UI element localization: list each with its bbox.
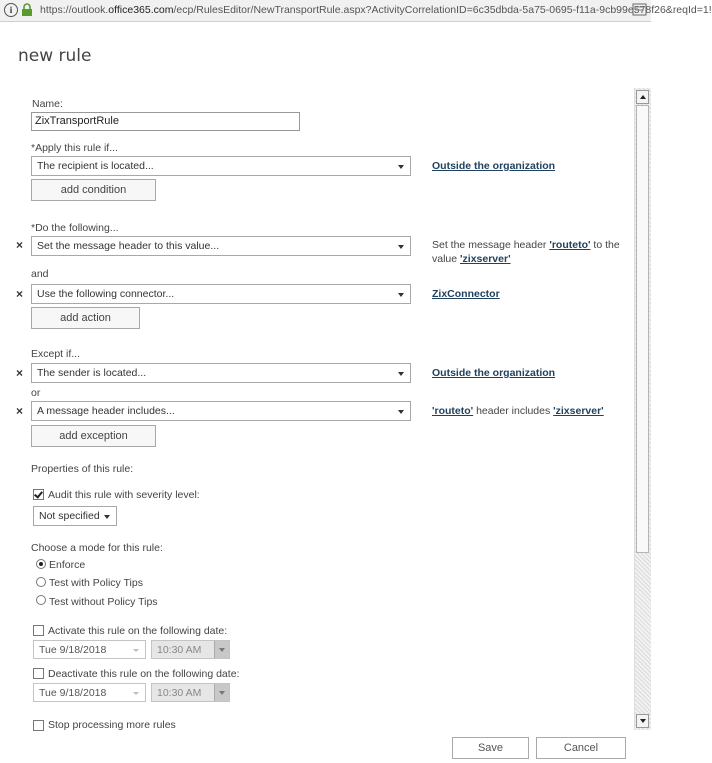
chevron-down-icon — [398, 410, 404, 414]
chevron-down-icon — [214, 684, 229, 701]
exception-2-value: A message header includes... — [37, 405, 175, 417]
remove-exception-1-icon[interactable]: × — [16, 366, 24, 380]
chevron-down-icon — [214, 641, 229, 658]
exception-2-dropdown[interactable] — [31, 401, 411, 421]
exception-1-dropdown[interactable] — [31, 363, 411, 383]
stop-processing-label: Stop processing more rules — [48, 719, 176, 731]
mode-enforce-label: Enforce — [49, 559, 86, 571]
mode-label: Choose a mode for this rule: — [31, 542, 163, 554]
action-2-value: Use the following connector... — [37, 288, 175, 300]
audit-label: Audit this rule with severity level: — [48, 489, 200, 501]
deactivate-checkbox[interactable] — [33, 668, 44, 679]
chevron-down-icon — [398, 372, 404, 376]
condition-value: The recipient is located... — [37, 160, 154, 172]
severity-value: Not specified — [39, 510, 100, 522]
chevron-down-icon — [398, 293, 404, 297]
and-label: and — [31, 268, 49, 280]
activate-time-picker[interactable] — [151, 640, 230, 659]
apply-label: *Apply this rule if... — [31, 142, 118, 154]
cancel-button[interactable]: Cancel — [536, 737, 626, 759]
chevron-down-icon — [133, 649, 139, 652]
activate-date-picker[interactable] — [33, 640, 146, 659]
mode-enforce-radio[interactable] — [36, 559, 46, 569]
activate-checkbox[interactable] — [33, 625, 44, 636]
condition-dropdown[interactable] — [31, 156, 411, 176]
except-label: Except if... — [31, 348, 81, 360]
deactivate-date-picker[interactable] — [33, 683, 146, 702]
deactivate-time-picker[interactable] — [151, 683, 230, 702]
deactivate-time-value: 10:30 AM — [157, 687, 202, 699]
deactivate-label: Deactivate this rule on the following date: — [48, 668, 240, 680]
action-1-value: Set the message header to this value... — [37, 240, 220, 252]
reading-view-icon[interactable] — [632, 3, 647, 16]
chevron-down-icon — [104, 515, 110, 519]
or-label: or — [31, 387, 41, 399]
add-exception-button[interactable]: add exception — [31, 425, 156, 447]
clip-region — [0, 718, 630, 731]
vertical-scrollbar[interactable] — [634, 88, 651, 730]
mode-test-without-tips-label: Test without Policy Tips — [49, 596, 158, 608]
add-action-button[interactable]: add action — [31, 307, 140, 329]
remove-action-1-icon[interactable]: × — [16, 238, 24, 252]
chevron-down-icon — [398, 165, 404, 169]
stop-processing-checkbox[interactable] — [33, 720, 44, 731]
url-text[interactable]: https://outlook.office365.com/ecp/RulesEditor/NewTransportRule.aspx?ActivityCorrelationID=6c35dbda-5a75-0695-f11a-9cb99e578f26&reqId=1! — [40, 4, 712, 16]
action-1-dropdown[interactable] — [31, 236, 411, 256]
remove-action-2-icon[interactable]: × — [16, 287, 24, 301]
exception-1-value: The sender is located... — [37, 367, 147, 379]
dialog-title: new rule — [18, 46, 92, 66]
zixserver-link[interactable]: 'zixserver' — [460, 253, 511, 265]
action-2-dropdown[interactable] — [31, 284, 411, 304]
chevron-down-icon — [398, 245, 404, 249]
activate-label: Activate this rule on the following date: — [48, 625, 228, 637]
scroll-thumb[interactable] — [636, 105, 649, 553]
mode-test-with-tips-label: Test with Policy Tips — [49, 577, 143, 589]
address-bar — [0, 0, 712, 22]
severity-dropdown[interactable] — [33, 506, 117, 526]
lock-icon[interactable] — [21, 3, 33, 17]
info-icon[interactable]: i — [4, 3, 18, 17]
scroll-down-icon[interactable] — [636, 714, 649, 728]
activate-time-value: 10:30 AM — [157, 644, 202, 656]
activate-date-value: Tue 9/18/2018 — [39, 644, 107, 656]
routeto-link[interactable]: 'routeto' — [432, 405, 474, 417]
name-input[interactable]: ZixTransportRule — [31, 112, 300, 131]
deactivate-date-value: Tue 9/18/2018 — [39, 687, 107, 699]
remove-exception-2-icon[interactable]: × — [16, 404, 24, 418]
zixserver-link[interactable]: 'zixserver' — [553, 405, 604, 417]
exception-2-description: 'routeto' header includes 'zixserver' — [432, 405, 604, 417]
properties-label: Properties of this rule: — [31, 463, 134, 475]
routeto-link[interactable]: 'routeto' — [549, 239, 591, 251]
add-condition-button[interactable]: add condition — [31, 179, 156, 201]
exception-1-link[interactable]: Outside the organization — [432, 367, 556, 379]
action-1-description: Set the message header 'routeto' to the value 'zixserver' — [432, 239, 620, 265]
zixconnector-link[interactable]: ZixConnector — [432, 288, 500, 300]
condition-value-link[interactable]: Outside the organization — [432, 160, 556, 172]
scroll-up-icon[interactable] — [636, 90, 649, 104]
audit-checkbox[interactable] — [33, 489, 44, 500]
mode-test-without-tips-radio[interactable] — [36, 595, 46, 605]
chevron-down-icon — [133, 692, 139, 695]
name-label: Name: — [32, 98, 63, 110]
save-button[interactable]: Save — [452, 737, 529, 759]
mode-test-with-tips-radio[interactable] — [36, 577, 46, 587]
actions-label: *Do the following... — [31, 222, 119, 234]
